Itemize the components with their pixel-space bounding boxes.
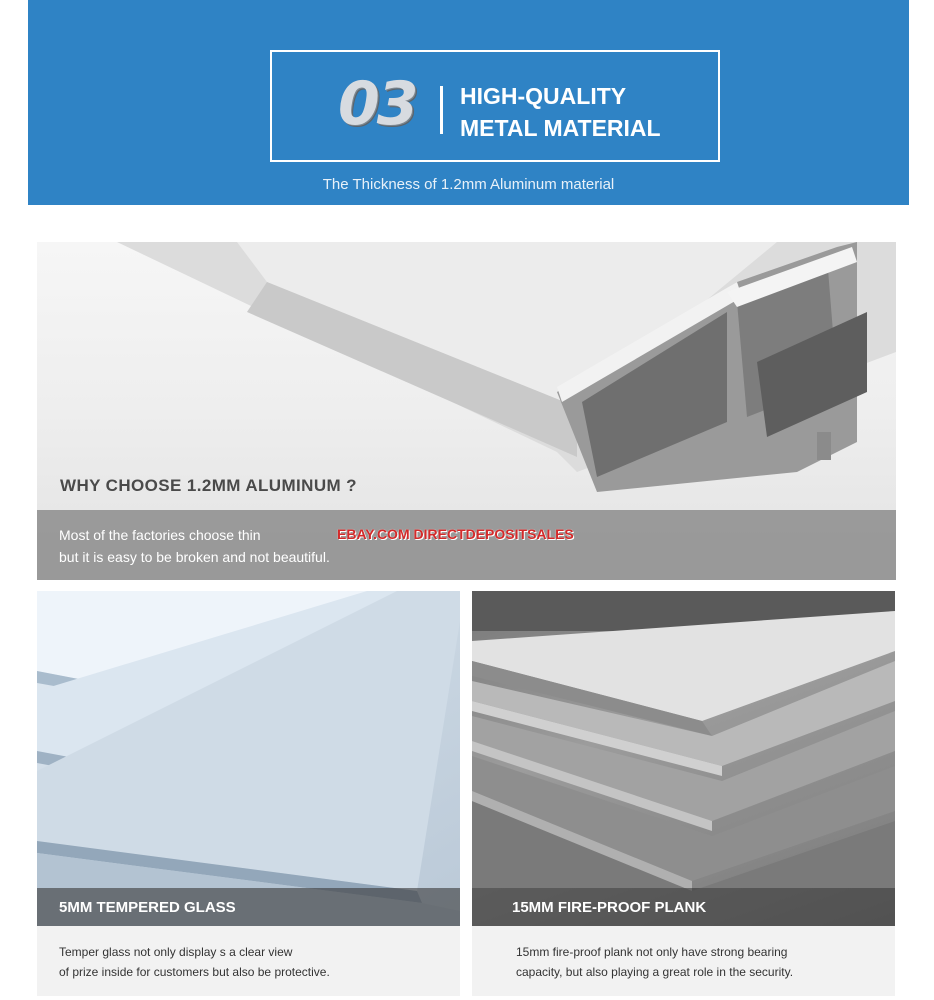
watermark: EBAY.COM DIRECTDEPOSITSALES <box>337 526 574 542</box>
plank-caption-line2: capacity, but also playing a great role in the security. <box>516 965 794 979</box>
glass-label: 5MM TEMPERED GLASS <box>59 899 236 916</box>
hero-description-line1: Most of the factories choose thin <box>59 527 261 543</box>
plank-label-bar <box>472 888 895 926</box>
plank-caption-line1: 15mm fire-proof plank not only have strong bearing <box>516 945 788 959</box>
header-banner <box>28 0 909 205</box>
hero-heading: WHY CHOOSE 1.2MM ALUMINUM ? <box>60 476 357 495</box>
glass-caption <box>37 926 460 996</box>
hero-description-band <box>37 510 896 580</box>
hero-description <box>59 524 330 568</box>
plank-caption <box>472 926 895 996</box>
banner-title <box>460 80 661 144</box>
fire-proof-plank-panel <box>472 591 895 996</box>
tempered-glass-panel <box>37 591 460 996</box>
banner-frame <box>270 50 720 162</box>
glass-caption-text <box>59 942 330 982</box>
section-number: 03 <box>338 69 416 139</box>
glass-label-bar <box>37 888 460 926</box>
hero-description-line2: but it is easy to be broken and not beautiful. <box>59 549 330 565</box>
banner-divider <box>440 86 443 134</box>
aluminum-hero <box>37 242 896 580</box>
banner-title-line1: HIGH-QUALITY <box>460 83 627 109</box>
glass-caption-line2: of prize inside for customers but also be protective. <box>59 965 330 979</box>
plank-caption-text <box>516 942 793 982</box>
plank-label: 15MM FIRE-PROOF PLANK <box>512 899 707 916</box>
banner-subtitle: The Thickness of 1.2mm Aluminum material <box>322 176 615 193</box>
glass-caption-line1: Temper glass not only display s a clear view <box>59 945 293 959</box>
banner-title-line2: METAL MATERIAL <box>460 115 661 141</box>
